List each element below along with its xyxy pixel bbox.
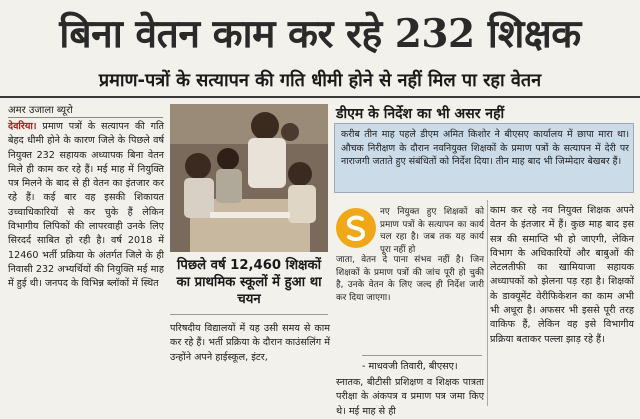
quote-text-bottom: जाता, वेतन दे पाना संभव नहीं है। जिन शिक्षकों के प्रमाण पत्रों की जांच पूरी हो चुकी है, उनके वेतन के लिए जल्द ही निर्देश जारी कर दिया जाएगा। (336, 255, 484, 304)
quote-attribution: - माधवजी तिवारी, बीएसए। (362, 355, 482, 372)
photo-caption: पिछले वर्ष 12,460 शिक्षकों का प्राथमिक स्कूलों में हुआ था चयन (176, 258, 322, 307)
quote-icon (336, 208, 376, 248)
headline: बिना वेतन काम कर रहे 232 शिक्षक (59, 11, 581, 57)
article-column-2: परिषदीय विद्यालयों में यह उसी समय से काम कर रहे हैं। भर्ती प्रक्रिया के दौरान काउंसलिंग में उन्होंने अपने हाईस्कूल, इंटर, (170, 323, 330, 363)
dateline: देवरिया। (8, 121, 37, 132)
byline-divider (8, 117, 163, 118)
column-1-text: प्रमाण पत्रों के सत्यापन की गति बेहद धीमी होने के कारण जिले के पिछले वर्ष नियुक्त 232 सहायक अध्यापक बिना वेतन मिले ही काम कर रहे हैं। मई माह में नियुक्ति पत्र मिलने के बाद से ही वेतन का इंतजार कर रहे हैं। कई बार वह इसकी शिकायत उच्चाधिकारियों से कर चुके हैं लेकिन विभागीय लिपिकों की लापरवाही उनके लिए सिरदर्द साबित हो रही है। वर्ष 2018 में 12460 भर्ती प्रक्रिया के अंतर्गत जिले के ही निवासी 232 अभ्यर्थियों की नियुक्ति मई माह में हुई थी। जनपद के विभिन्न ब्लॉकों में स्थित (8, 121, 164, 290)
photo-caption-box (170, 253, 328, 315)
quote-text-top: नए नियुक्त हुए शिक्षकों को प्रमाण पत्रों के सत्यापन का कार्य चल रहा है। जब तक यह कार्य पूरा नहीं हो (380, 207, 484, 256)
sidebar-text: करीब तीन माह पहले डीएम अमित किशोर ने बीएसए कार्यालय में छापा मारा था। औचक निरीक्षण के दौरान नवनियुक्त शिक्षकों के प्रमाण पत्रों के सत्यापन में देरी पर नाराजगी जताते हुए संबंधितों को निर्देश दिया। तीन माह बाद भी जिम्मेदार बेखबर हैं। (341, 129, 629, 167)
article-column-3: स्नातक, बीटीसी प्रशिक्षण व शिक्षक पात्रता परीक्षा के अंकपत्र व प्रमाण पत्र जमा किए थे। मई माह से ही (336, 377, 484, 417)
article-column-1 (8, 120, 164, 404)
subheadline: प्रमाण-पत्रों के सत्यापन की गति धीमी होने से नहीं मिल पा रहा वेतन (98, 70, 542, 91)
column-divider (487, 200, 488, 406)
headline-divider (0, 96, 640, 98)
byline: अमर उजाला ब्यूरो (8, 105, 73, 116)
quote-block (336, 200, 484, 350)
sidebar-box (334, 123, 634, 193)
article-column-4: काम कर रहे नव नियुक्त शिक्षक अपने वेतन के इंतजार में हैं। कुछ माह बाद इस सत्र की समाप्ति भी हो जाएगी, लेकिन विभाग के अधिकारियों और बाबुओं की लेटलतीफी का खामियाजा सहायक अध्यापकों को झेलना पड़ रहा है। शिक्षकों के डाक्यूमेंट वेरीफिकेशन का काम अभी भी अधूरा है। अफसर भी इससे पूरी तरह वाकिफ हैं, लेकिन वह इसे विभागीय प्रक्रिया बताकर पल्ला झाड़ रहे हैं। (490, 205, 634, 345)
sidebar-title: डीएम के निर्देश का भी असर नहीं (336, 106, 505, 122)
teachers-photo (170, 104, 328, 252)
